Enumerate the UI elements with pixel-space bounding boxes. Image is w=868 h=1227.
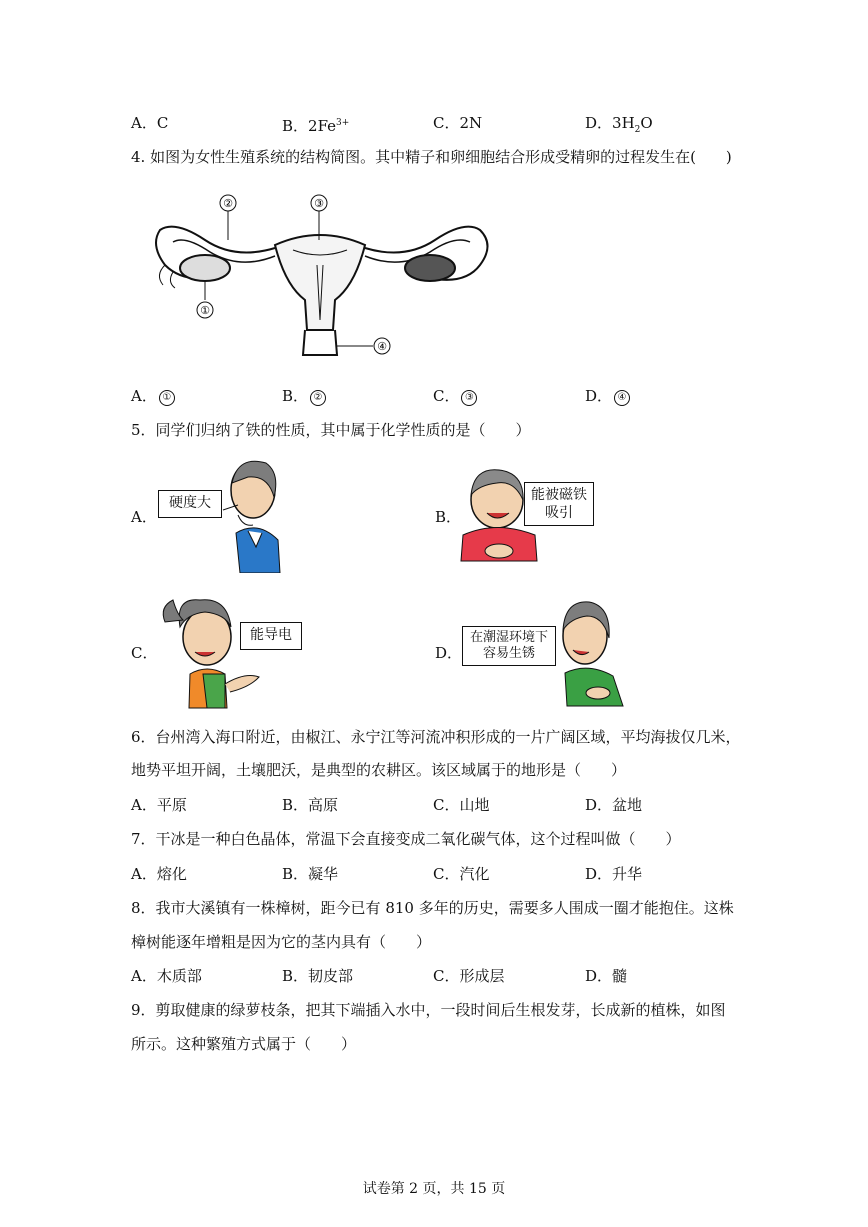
- diagram-label-1: ①: [200, 304, 210, 317]
- girl-c-illustration: [155, 592, 265, 712]
- q4-option-c: C． ③: [433, 386, 477, 406]
- q6-option-c: C．山地: [433, 796, 490, 814]
- q6-option-a: A．平原: [131, 796, 187, 814]
- q7-option-d: D．升华: [585, 865, 643, 883]
- q8-option-a: A．木质部: [131, 967, 202, 985]
- q7-option-b: B．凝华: [282, 865, 339, 883]
- q4-options: [131, 386, 771, 406]
- q7-option-c: C．汽化: [433, 865, 490, 883]
- q7-stem: 7．干冰是一种白色晶体，常温下会直接变成二氧化碳气体，这个过程叫做（ ）: [131, 830, 681, 848]
- q5-option-c-letter: C．: [131, 644, 158, 662]
- q6-option-d: D．盆地: [585, 796, 643, 814]
- boy-d-illustration: [553, 598, 628, 708]
- q5-option-c-bubble: 能导电: [240, 622, 302, 650]
- q8-option-b: B．韧皮部: [282, 967, 354, 985]
- q7-options: [131, 864, 771, 884]
- q3-options: [131, 113, 771, 133]
- q4-option-a: A． ①: [131, 386, 175, 406]
- q8-option-d: D．髓: [585, 967, 628, 985]
- q7-option-a: A．熔化: [131, 865, 187, 883]
- female-reproductive-system-diagram: [145, 190, 505, 365]
- q6-options: [131, 795, 771, 815]
- q8-line1: 8．我市大溪镇有一株樟树，距今已有 810 多年的历史，需要多人围成一圈才能抱住。这株: [131, 899, 734, 917]
- q8-options: [131, 966, 771, 986]
- q5-stem: 5．同学们归纳了铁的性质，其中属于化学性质的是（ ）: [131, 421, 531, 439]
- diagram-label-4: ④: [377, 340, 387, 353]
- q3-option-c: C．2N: [433, 114, 483, 132]
- q3-option-d: D．$3H_2O$: [585, 114, 653, 135]
- boy-a-illustration: [218, 455, 283, 573]
- q6-line2: 地势平坦开阔，土壤肥沃，是典型的农耕区。该区域属于的地形是（ ）: [131, 761, 627, 779]
- q5-option-d-letter: D．: [435, 644, 463, 662]
- q9-line1: 9．剪取健康的绿萝枝条，把其下端插入水中，一段时间后生根发芽，长成新的植株，如图: [131, 1001, 726, 1019]
- q5-option-a-letter: A．: [131, 508, 157, 526]
- q9-line2: 所示。这种繁殖方式属于（ ）: [131, 1035, 357, 1053]
- q8-line2: 樟树能逐年增粗是因为它的茎内具有（ ）: [131, 933, 432, 951]
- q5-option-a-bubble: 硬度大: [158, 490, 222, 518]
- q3-option-a: A．C: [131, 114, 169, 132]
- diagram-label-3: ③: [314, 197, 324, 210]
- q4-stem: 4. 如图为女性生殖系统的结构简图。其中精子和卵细胞结合形成受精卵的过程发生在( ): [131, 148, 732, 166]
- q6-line1: 6．台州湾入海口附近，由椒江、永宁江等河流冲积形成的一片广阔区域，平均海拔仅几米，: [131, 728, 741, 746]
- q5-option-b-bubble: 能被磁铁 吸引: [524, 482, 594, 526]
- diagram-label-2: ②: [223, 197, 233, 210]
- q8-option-c: C．形成层: [433, 967, 505, 985]
- q6-option-b: B．高原: [282, 796, 339, 814]
- q4-option-d: D． ④: [585, 386, 630, 406]
- page-footer: 试卷第 2 页，共 15 页: [362, 1181, 506, 1197]
- q5-option-d-bubble: 在潮湿环境下 容易生锈: [462, 626, 556, 666]
- q4-option-b: B． ②: [282, 386, 326, 406]
- q5-option-b-letter: B．: [435, 508, 462, 526]
- q3-option-b: B．$2Fe^{3+}$: [282, 117, 350, 135]
